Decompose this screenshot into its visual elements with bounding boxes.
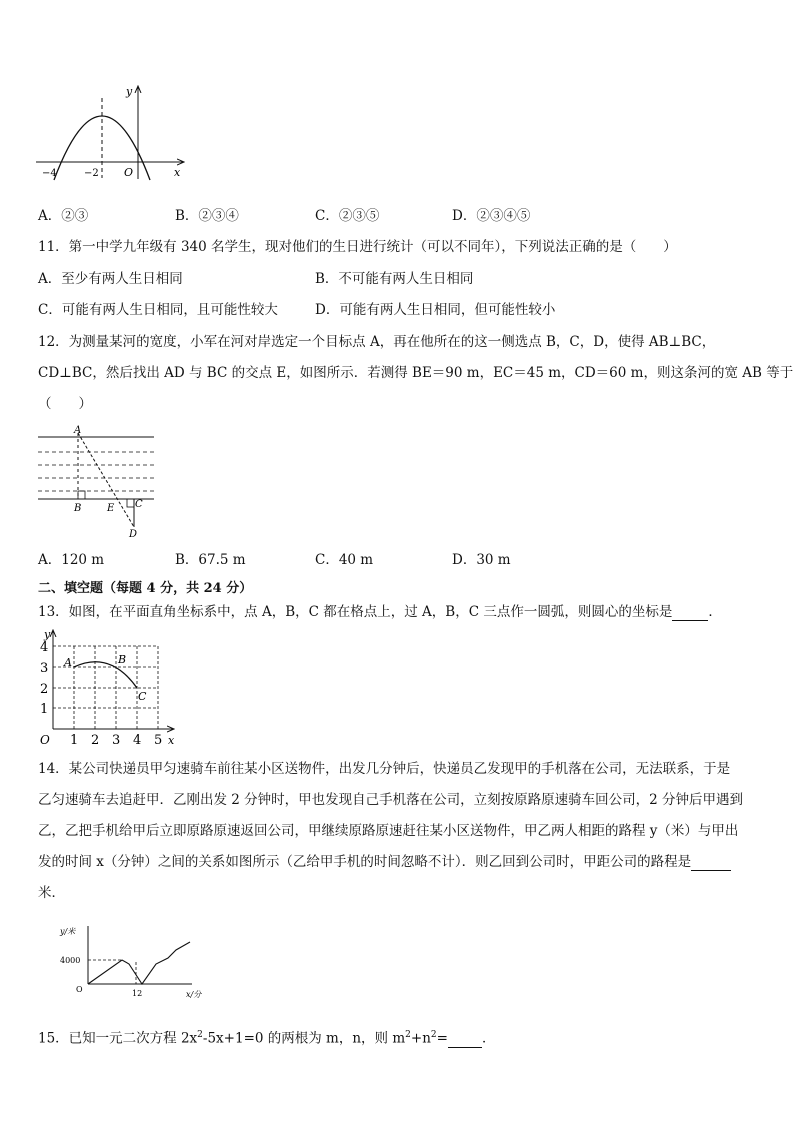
q15-end: ．: [481, 1030, 496, 1047]
x-tick-3: 3: [112, 733, 121, 748]
point-a-label: A: [74, 425, 82, 436]
section-heading: 二、填空题（每题 4 分，共 24 分）: [38, 581, 253, 596]
q13-answer-blank: [672, 606, 708, 621]
q12-option-d: D．30 m: [452, 552, 511, 568]
q11-option-a: A．至少有两人生日相同: [38, 271, 183, 287]
dt-y-label: y/米: [60, 927, 76, 936]
x-axis-label: x: [174, 166, 181, 179]
q14-stem-line4-wrap: [38, 853, 731, 871]
y-tick-3: 3: [40, 661, 49, 676]
q15-sup3: 2: [430, 1030, 437, 1040]
y-tick-2: 2: [40, 682, 49, 697]
distance-time-figure: [56, 920, 216, 1000]
x-tick-4: 4: [133, 733, 142, 748]
q14-stem-line1: 14．某公司快递员甲匀速骑车前往某小区送物件，出发几分钟后，快递员乙发现甲的手机落在公司，无法联系，于是: [38, 761, 731, 777]
q11-option-b: B．不可能有两人生日相同: [315, 271, 474, 287]
point-c-label: C: [135, 499, 143, 510]
dt-origin: O: [76, 985, 83, 994]
dt-y-value: 4000: [60, 956, 81, 965]
q10-option-c: C．②③⑤: [315, 208, 380, 224]
tick-minus2: −2: [84, 168, 99, 179]
arc-abc: [74, 662, 137, 688]
q15-stem-pre: 15．已知一元二次方程 2x: [38, 1030, 198, 1047]
point-b-label: B: [74, 503, 82, 514]
q11-stem: 11．第一中学九年级有 340 名学生，现对他们的生日进行统计（可以不同年），下列说法正确的是（ ）: [38, 239, 677, 255]
q12-stem-line1: 12．为测量某河的宽度，小军在河对岸选定一个目标点 A，再在他所在的这一侧选点 B，C，D，使得 AB⊥BC，: [38, 334, 716, 350]
dt-graph-line: [88, 942, 190, 984]
x-tick-2: 2: [91, 733, 100, 748]
q10-option-d: D．②③④⑤: [452, 208, 531, 224]
q15-stem-end: =: [436, 1030, 448, 1047]
dt-x-label: x/分: [186, 990, 202, 999]
x-tick-1: 1: [70, 733, 79, 748]
grid-y-label: y: [44, 628, 51, 641]
q12-option-a: A．120 m: [38, 552, 105, 568]
q14-answer-blank: [691, 856, 731, 871]
x-tick-5: 5: [154, 733, 163, 748]
q14-stem-line5: 米．: [38, 885, 65, 901]
point-a-grid-label: A: [64, 656, 72, 669]
origin-label: O: [124, 166, 134, 179]
q12-stem-line3: （ ）: [38, 396, 92, 412]
y-tick-1: 1: [40, 702, 49, 717]
segment-ad: [78, 433, 134, 527]
right-angle-c: [127, 499, 134, 507]
q13-stem-wrap: [38, 603, 722, 621]
q10-option-a: A．②③: [38, 208, 89, 224]
y-tick-4: 4: [40, 640, 49, 655]
q13-stem: 13．如图，在平面直角坐标系中，点 A，B，C 都在格点上，过 A，B，C 三点作一圆弧，则圆心的坐标是: [38, 604, 673, 620]
q15-answer-blank: [448, 1033, 482, 1048]
grid-x-label: x: [168, 734, 175, 747]
q12-stem-line2: CD⊥BC，然后找出 AD 与 BC 的交点 E，如图所示．若测得 BE＝90 m，EC＝45 m，CD＝60 m，则这条河的宽 AB 等于: [38, 365, 794, 381]
q14-stem-line2: 乙匀速骑车去追赶甲．乙刚出发 2 分钟时，甲也发现自己手机落在公司，立刻按原路原速骑车回公司，2 分钟后甲遇到: [38, 792, 744, 808]
grid-origin-label: O: [40, 733, 50, 747]
dt-x-value: 12: [132, 989, 143, 998]
q15-stem-mid2: +n: [410, 1030, 431, 1047]
point-d-label: D: [129, 529, 138, 539]
q12-option-c: C．40 m: [315, 552, 374, 568]
y-axis-label: y: [126, 85, 133, 98]
q15-sup2: 2: [405, 1030, 411, 1040]
q10-option-b: B．②③④: [175, 208, 239, 224]
point-e-label: E: [107, 503, 115, 514]
right-angle-b: [78, 491, 85, 499]
q11-option-d: D．可能有两人生日相同，但可能性较小: [315, 302, 556, 318]
parabola-figure: [30, 82, 190, 182]
q12-option-b: B．67.5 m: [175, 552, 246, 568]
point-b-grid-label: B: [118, 653, 127, 666]
q14-stem-line3: 乙，乙把手机给甲后立即原路原速返回公司，甲继续原路原速赶往某小区送物件，甲乙两人相距的路程 y（米）与甲出: [38, 823, 739, 839]
q15-sup1: 2: [197, 1030, 203, 1040]
point-c-grid-label: C: [138, 690, 147, 703]
q11-option-c: C．可能有两人生日相同，且可能性较大: [38, 302, 278, 318]
river-figure: [34, 423, 158, 539]
q14-stem-line4: 发的时间 x（分钟）之间的关系如图所示（乙给甲手机的时间忽略不计）．则乙回到公司时，甲距公司的路程是: [38, 854, 692, 870]
grid-figure: [34, 626, 180, 748]
q15-stem-wrap: [38, 1026, 495, 1048]
q13-end: ．: [708, 604, 722, 620]
q15-stem-mid: -5x+1=0 的两根为 m，n，则 m: [202, 1030, 406, 1047]
tick-minus4: −4: [42, 168, 57, 179]
